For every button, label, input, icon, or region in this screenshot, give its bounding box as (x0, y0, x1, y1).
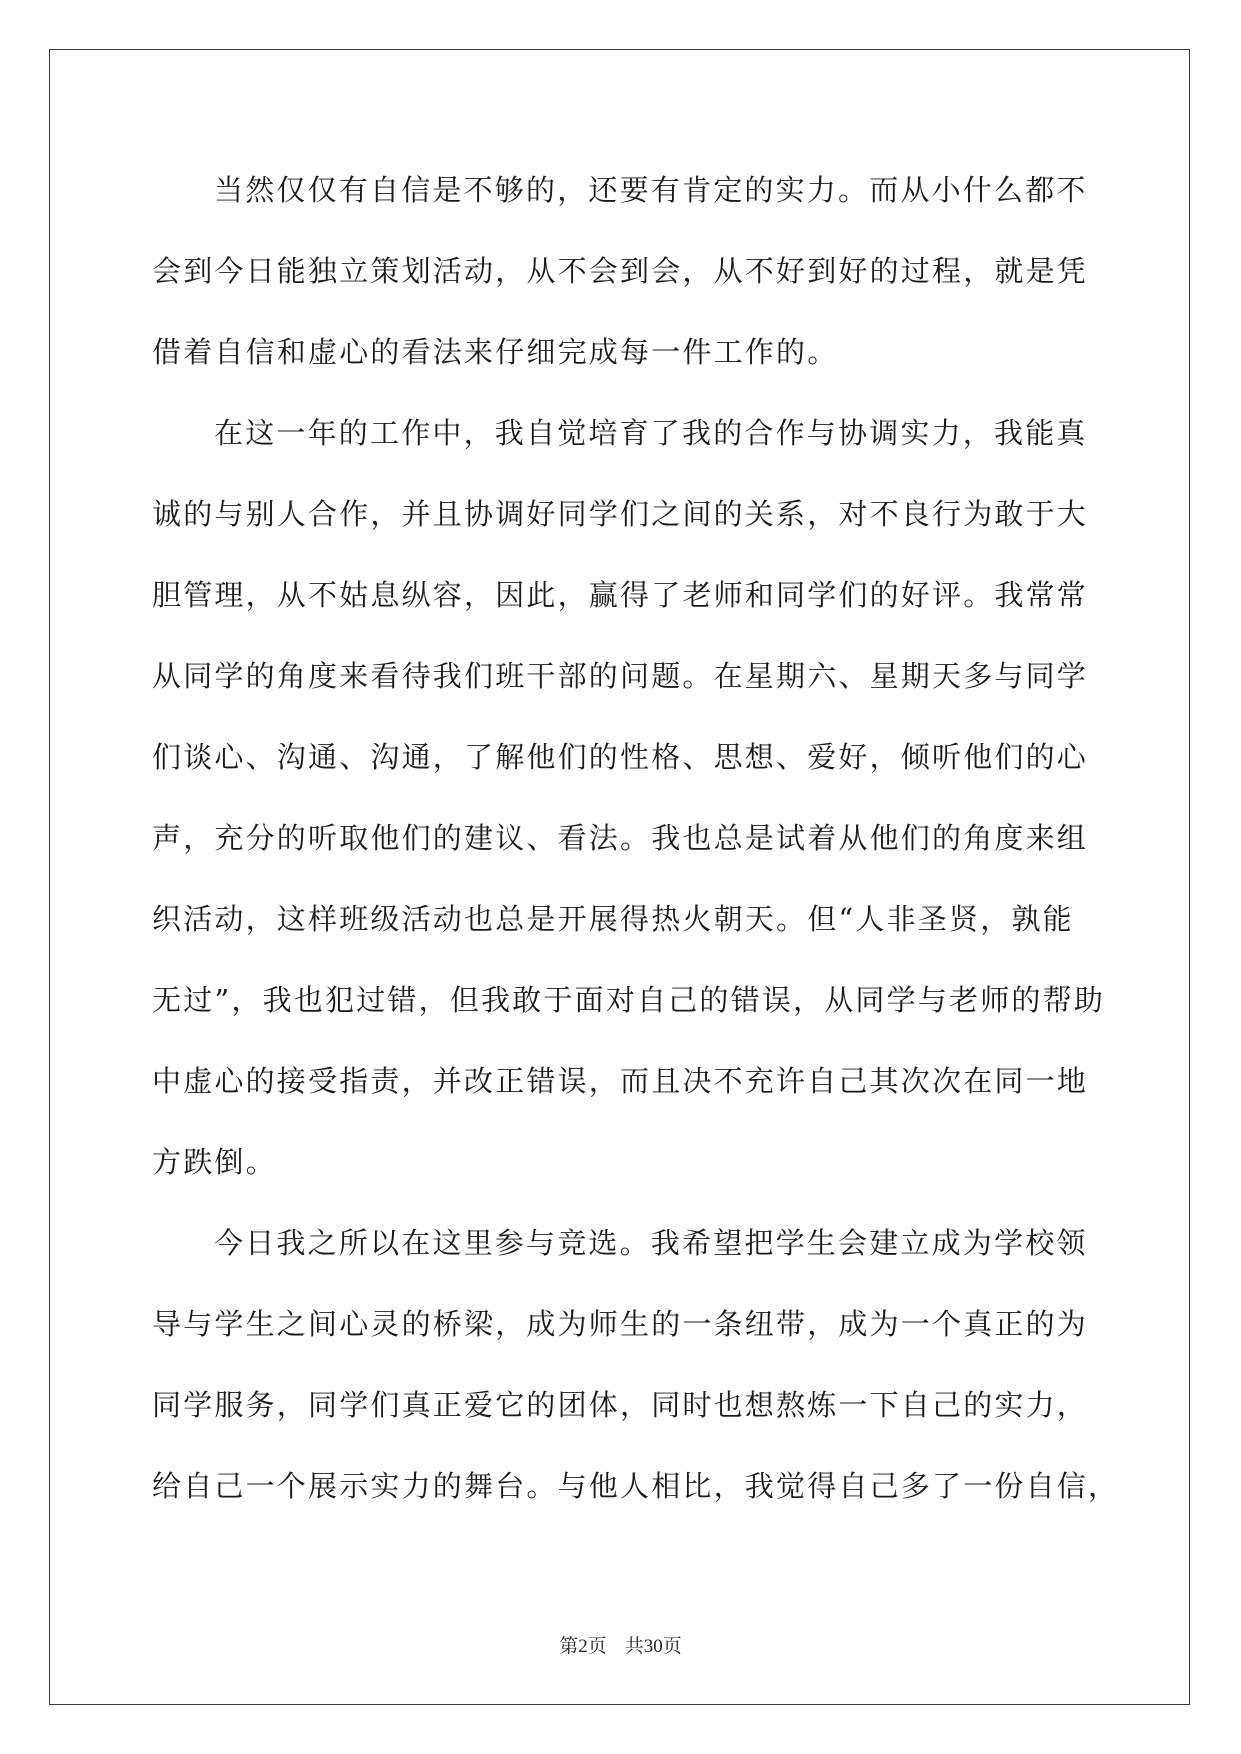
paragraph-2-line-4: 从同学的角度来看待我们班干部的问题。在星期六、星期天多与同学 (152, 659, 1089, 693)
paragraph-2-line-8: 无过”，我也犯过错，但我敢于面对自己的错误，从同学与老师的帮助 (152, 983, 1106, 1017)
paragraph-3-line-2: 导与学生之间心灵的桥梁，成为师生的一条纽带，成为一个真正的为 (152, 1307, 1089, 1341)
paragraph-3-line-4: 给自己一个展示实力的舞台。与他人相比，我觉得自己多了一份自信， (152, 1469, 1120, 1503)
paragraph-3-line-3: 同学服务，同学们真正爱它的团体，同时也想熬炼一下自己的实力， (152, 1388, 1089, 1422)
paragraph-1-line-1: 当然仅仅有自信是不够的，还要有肯定的实力。而从小什么都不 (214, 173, 1088, 207)
total-pages: 共30页 (624, 1636, 682, 1657)
page-number: 第2页 (559, 1636, 607, 1657)
paragraph-2-line-10: 方跌倒。 (152, 1145, 277, 1179)
paragraph-1-line-3: 借着自信和虚心的看法来仔细完成每一件工作的。 (152, 335, 839, 369)
paragraph-2-line-1: 在这一年的工作中，我自觉培育了我的合作与协调实力，我能真 (214, 416, 1088, 450)
paragraph-2-line-5: 们谈心、沟通、沟通，了解他们的性格、思想、爱好，倾听他们的心 (152, 740, 1089, 774)
page-border (49, 49, 1190, 1705)
paragraph-2-line-2: 诚的与别人合作，并且协调好同学们之间的关系，对不良行为敢于大 (152, 497, 1089, 531)
paragraph-1-line-2: 会到今日能独立策划活动，从不会到会，从不好到好的过程，就是凭 (152, 254, 1089, 288)
paragraph-2-line-9: 中虚心的接受指责，并改正错误，而且决不充许自己其次次在同一地 (152, 1064, 1089, 1098)
paragraph-2-line-6: 声，充分的听取他们的建议、看法。我也总是试着从他们的角度来组 (152, 821, 1089, 855)
paragraph-2-line-3: 胆管理，从不姑息纵容，因此，赢得了老师和同学们的好评。我常常 (152, 578, 1089, 612)
paragraph-2-line-7: 织活动，这样班级活动也总是开展得热火朝天。但“人非圣贤，孰能 (152, 902, 1074, 936)
page-footer (0, 1631, 1241, 1658)
paragraph-3-line-1: 今日我之所以在这里参与竞选。我希望把学生会建立成为学校领 (214, 1226, 1088, 1260)
